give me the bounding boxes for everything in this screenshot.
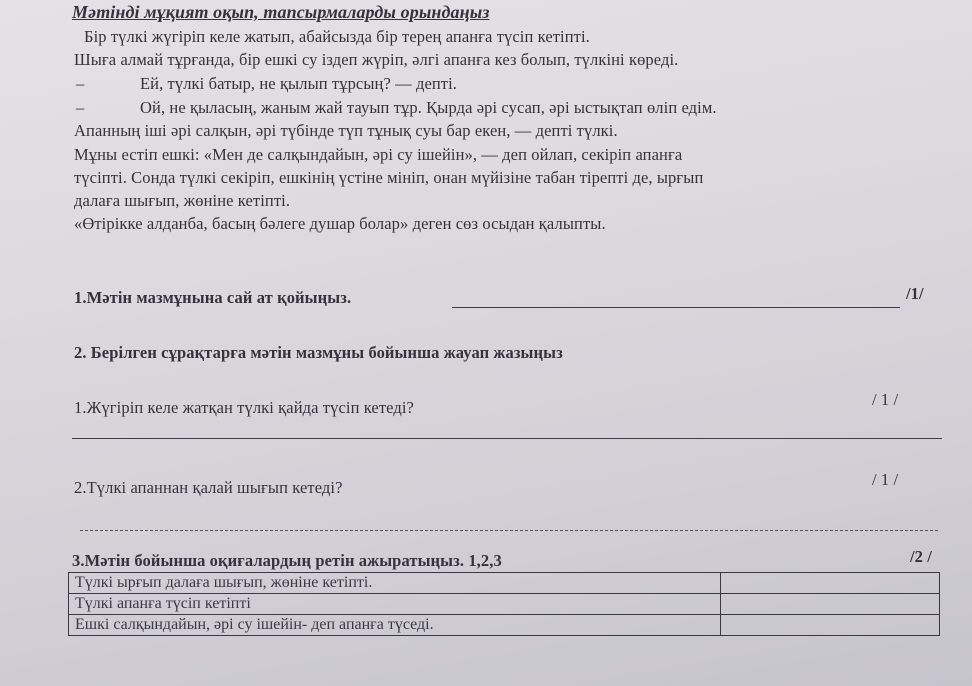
task-2-question-1: 1.Жүгіріп келе жатқан түлкі қайда түсіп кетеді? — [74, 398, 414, 417]
passage-line-5: Апанның іші әрі салқын, әрі түбінде түп тұнық суы бар екен, — депті түлкі. — [74, 121, 618, 140]
passage-line-1: Бір түлкі жүгіріп келе жатып, абайсызда бір терең апанға түсіп кетіпті. — [84, 27, 590, 46]
passage-line-2: Шыға алмай тұрғанда, бір ешкі су іздеп жүріп, әлгі апанға кез болып, түлкіні көреді. — [74, 50, 679, 69]
task-2-question-1-answer-line[interactable] — [72, 438, 942, 439]
event-cell-1: Түлкі ырғып далаға шығып, жөніне кетіпті. — [69, 573, 721, 594]
task-2-question-2-answer-line[interactable] — [80, 530, 938, 531]
task-2-label: 2. Берілген сұрақтарға мәтін мазмұны бойынша жауап жазыңыз — [74, 343, 563, 362]
passage-line-8: далаға шығып, жөніне кетіпті. — [74, 191, 291, 210]
table-row — [69, 573, 940, 594]
order-number-cell-1[interactable] — [721, 573, 940, 594]
event-cell-2: Түлкі апанға түсіп кетіпті — [69, 594, 721, 615]
task-3-label: 3.Мәтін бойынша оқиғалардың ретін ажыратыңыз. 1,2,3 — [72, 551, 502, 570]
task-2-question-1-score: / 1 / — [872, 390, 899, 409]
dialogue-dash-2: – — [76, 98, 85, 117]
event-cell-3: Ешкі салқындайын, әрі су ішейін- деп апанға түседі. — [69, 615, 721, 636]
passage-line-6: Мұны естіп ешкі: «Мен де салқындайын, әрі су ішейін», — деп ойлап, секіріп апанға — [74, 145, 683, 164]
passage-line-9: «Өтірікке алданба, басың бәлеге душар болар» деген сөз осыдан қалыпты. — [74, 214, 606, 233]
dialogue-dash-1: – — [76, 74, 85, 93]
task-1-score: /1/ — [906, 284, 924, 303]
task-1-label: 1.Мәтін мазмұнына сай ат қойыңыз. — [74, 288, 352, 307]
events-order-table — [68, 572, 940, 636]
page-title: Мәтінді мұқият оқып, тапсырмаларды орындаңыз — [72, 2, 490, 22]
task-2-question-2: 2.Түлкі апаннан қалай шығып кетеді? — [74, 478, 343, 497]
task-2-question-2-score: / 1 / — [872, 470, 899, 489]
order-number-cell-2[interactable] — [721, 594, 940, 615]
order-number-cell-3[interactable] — [721, 615, 940, 636]
passage-line-7: түсіпті. Сонда түлкі секіріп, ешкінің үстіне мініп, онан мүйізіне табан тірепті де, ырғып — [74, 168, 704, 187]
passage-line-3: Ей, түлкі батыр, не қылып тұрсың? — депті. — [140, 74, 458, 93]
table-row — [69, 615, 940, 636]
task-1-answer-line[interactable] — [452, 307, 900, 308]
table-row — [69, 594, 940, 615]
task-3-score: /2 / — [910, 547, 932, 566]
passage-line-4: Ой, не қыласың, жаным жай тауып тұр. Қырда әрі сусап, әрі ыстықтап өліп едім. — [140, 98, 717, 117]
